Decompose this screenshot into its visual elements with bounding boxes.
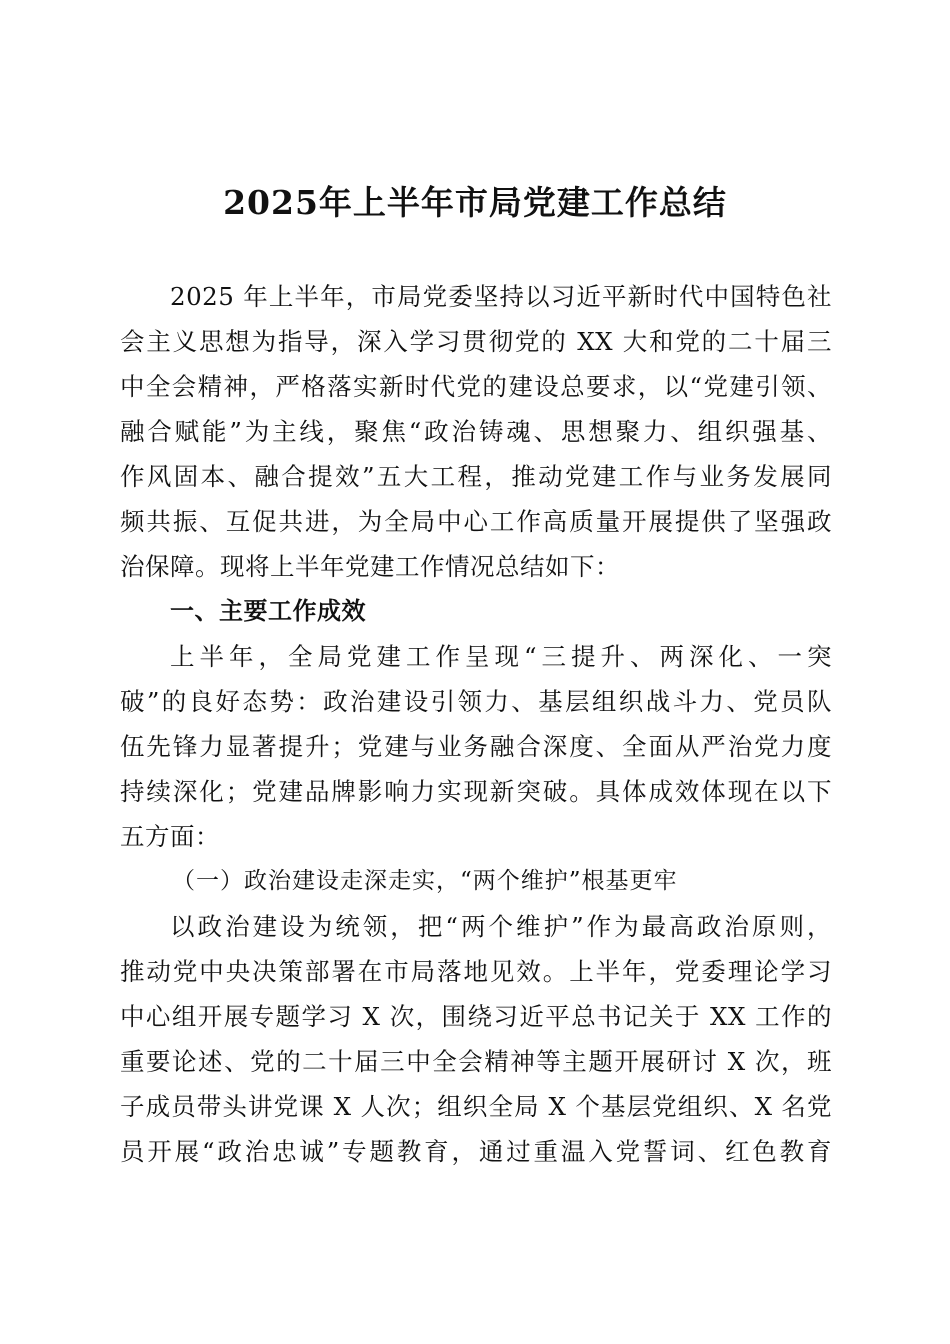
paragraph-line: 持续深化；党建品牌影响力实现新突破。具体成效体现在以下: [120, 777, 832, 806]
paragraph-line: 上半年，全局党建工作呈现“三提升、两深化、一突: [170, 642, 832, 671]
paragraph-line: 五方面：: [120, 822, 220, 851]
paragraph-line: 伍先锋力显著提升；党建与业务融合深度、全面从严治党力度: [120, 732, 832, 761]
paragraph-line: 治保障。现将上半年党建工作情况总结如下：: [120, 552, 620, 581]
paragraph-line: 融合赋能”为主线，聚焦“政治铸魂、思想聚力、组织强基、: [120, 417, 832, 446]
paragraph-line: 以政治建设为统领，把“两个维护”作为最高政治原则，: [170, 912, 832, 941]
paragraph-line: 员开展“政治忠诚”专题教育，通过重温入党誓词、红色教育: [120, 1137, 832, 1166]
document-title: 2025年上半年市局党建工作总结: [223, 183, 727, 222]
section-heading: 一、主要工作成效: [170, 597, 366, 625]
paragraph-line: 作风固本、融合提效”五大工程，推动党建工作与业务发展同: [120, 462, 832, 491]
paragraph-line: 中全会精神，严格落实新时代党的建设总要求，以“党建引领、: [120, 372, 832, 401]
paragraph-line: 推动党中央决策部署在市局落地见效。上半年，党委理论学习: [120, 957, 832, 986]
paragraph-line: 重要论述、党的二十届三中全会精神等主题开展研讨 X 次，班: [120, 1047, 832, 1076]
paragraph-line: 中心组开展专题学习 X 次，围绕习近平总书记关于 XX 工作的: [120, 1002, 832, 1031]
paragraph-line: 2025 年上半年，市局党委坚持以习近平新时代中国特色社: [170, 282, 832, 311]
paragraph-line: 会主义思想为指导，深入学习贯彻党的 XX 大和党的二十届三: [120, 327, 832, 356]
paragraph-line: 子成员带头讲党课 X 人次；组织全局 X 个基层党组织、X 名党: [120, 1092, 832, 1121]
subsection-heading: （一）政治建设走深走实，“两个维护”根基更牢: [172, 868, 678, 894]
paragraph-line: 破”的良好态势：政治建设引领力、基层组织战斗力、党员队: [120, 687, 832, 716]
document-body: [120, 274, 832, 1174]
paragraph-line: 频共振、互促共进，为全局中心工作高质量开展提供了坚强政: [120, 507, 832, 536]
